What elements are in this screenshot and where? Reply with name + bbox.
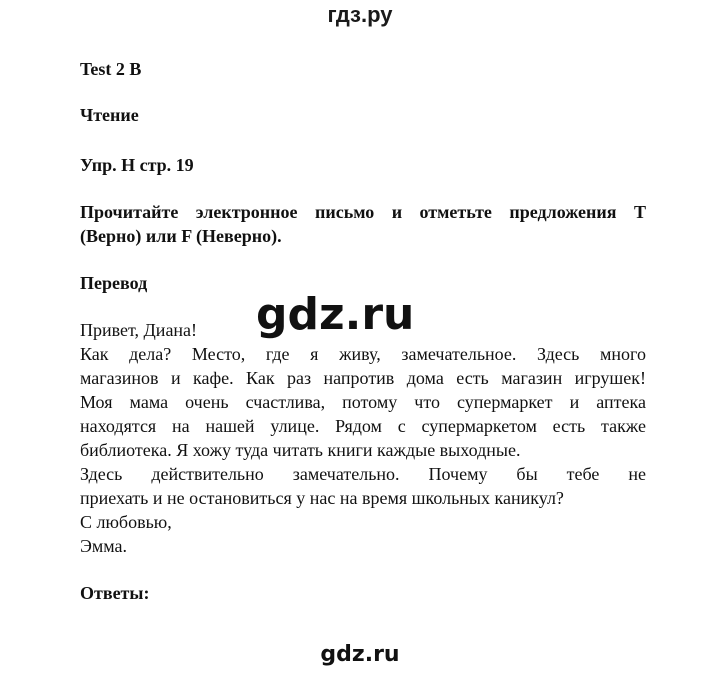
letter-line-3: Моя мама очень счастлива, потому что супермаркет и аптека bbox=[80, 392, 646, 412]
watermark-center: gdz.ru bbox=[256, 289, 415, 340]
instructions-line-1: Прочитайте электронное письмо и отметьте предложения T bbox=[80, 202, 646, 222]
reading-heading: Чтение bbox=[80, 105, 139, 125]
answers-heading: Ответы: bbox=[80, 583, 150, 603]
letter-line-5: библиотека. Я хожу туда читать книги каждые выходные. bbox=[80, 440, 521, 460]
exercise-reference: Упр. Н стр. 19 bbox=[80, 155, 194, 175]
site-header: гдз.ру bbox=[327, 2, 393, 27]
test-title: Test 2 B bbox=[80, 59, 142, 79]
letter-signature: Эмма. bbox=[80, 536, 128, 556]
letter-line-2: магазинов и кафе. Как раз напротив дома есть магазин игрушек! bbox=[80, 368, 646, 388]
letter-line-1: Как дела? Место, где я живу, замечательное. Здесь много bbox=[80, 344, 646, 364]
letter-body bbox=[80, 318, 646, 558]
translation-heading: Перевод bbox=[80, 273, 148, 293]
letter-closing: С любовью, bbox=[80, 512, 172, 532]
instructions-line-2: (Верно) или F (Неверно). bbox=[80, 226, 282, 246]
letter-line-4: находятся на нашей улице. Рядом с супермаркетом есть также bbox=[80, 416, 646, 436]
letter-greeting: Привет, Диана! bbox=[80, 320, 198, 340]
letter-line-6: Здесь действительно замечательно. Почему бы тебе не bbox=[80, 464, 646, 484]
watermark-footer: gdz.ru bbox=[320, 642, 400, 667]
letter-line-7: приехать и не остановиться у нас на время школьных каникул? bbox=[80, 488, 564, 508]
instructions bbox=[80, 200, 646, 248]
